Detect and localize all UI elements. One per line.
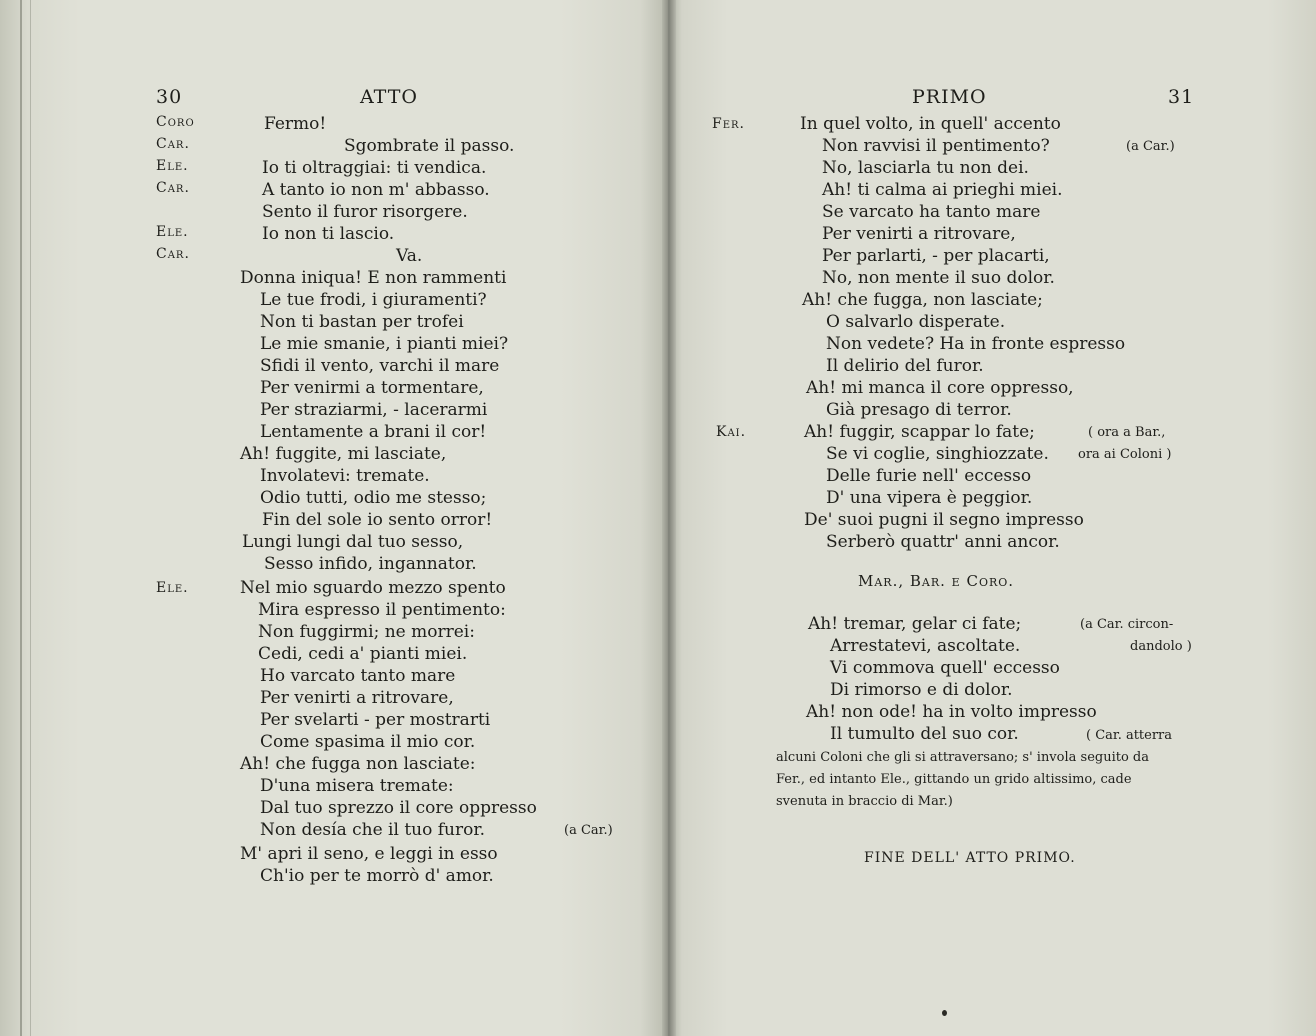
page-edge-inner [30, 0, 31, 1036]
end-of-act: FINE DELL' ATTO PRIMO. [864, 850, 1076, 866]
verse-line: A tanto io non m' abbasso. [262, 180, 490, 200]
verse-line: Io non ti lascio. [262, 224, 395, 244]
verse-line: Per parlarti, - per placarti, [822, 246, 1050, 266]
verse-line: Sfidi il vento, varchi il mare [260, 356, 500, 376]
stage-direction: ( ora a Bar., [1088, 425, 1166, 440]
verse-line: Non fuggirmi; ne morrei: [258, 622, 475, 642]
verse-line: Per venirti a ritrovare, [260, 688, 454, 708]
page-mark [942, 1010, 947, 1016]
chorus-line: Il tumulto del suo cor. [830, 724, 1019, 744]
verse-line: Il delirio del furor. [826, 356, 984, 376]
stage-direction: (a Car.) [564, 823, 613, 838]
verse-line: Mira espresso il pentimento: [258, 600, 506, 620]
verse-line: Ah! fuggite, mi lasciate, [240, 444, 447, 464]
speaker-label: Kai. [716, 424, 747, 440]
verse-line: Per venirti a ritrovare, [822, 224, 1016, 244]
gutter [662, 0, 676, 1036]
stage-direction: dandolo ) [1130, 639, 1192, 654]
verse-line: Ho varcato tanto mare [260, 666, 456, 686]
speaker-label: Car. [156, 180, 190, 196]
verse-line: Le mie smanie, i pianti miei? [260, 334, 509, 354]
verse-line: Ah! mi manca il core oppresso, [806, 378, 1074, 398]
verse-line: Ah! ti calma ai prieghi miei. [822, 180, 1063, 200]
stage-direction: ora ai Coloni ) [1078, 447, 1172, 462]
verse-line: D' una vipera è peggior. [826, 488, 1033, 508]
page-edge [20, 0, 22, 1036]
verse-line: Come spasima il mio cor. [260, 732, 476, 752]
verse-line: Io ti oltraggiai: ti vendica. [262, 158, 487, 178]
verse-line: Per venirmi a tormentare, [260, 378, 484, 398]
verse-line: Le tue frodi, i giuramenti? [260, 290, 487, 310]
verse-line: De' suoi pugni il segno impresso [804, 510, 1084, 530]
verse-line: Sgombrate il passo. [344, 136, 515, 156]
verse-line: O salvarlo disperate. [826, 312, 1006, 332]
verse-line: Donna iniqua! E non rammenti [240, 268, 507, 288]
verse-line: Non vedete? Ha in fronte espresso [826, 334, 1126, 354]
verse-line: Serberò quattr' anni ancor. [826, 532, 1060, 552]
speaker-label: Coro [156, 114, 195, 130]
verse-line: Fin del sole io sento orror! [262, 510, 493, 530]
verse-line: Ah! fuggir, scappar lo fate; [804, 422, 1035, 442]
page-number-right: 31 [1168, 86, 1195, 108]
verse-line: Per svelarti - per mostrarti [260, 710, 491, 730]
verse-line: Se vi coglie, singhiozzate. [826, 444, 1049, 464]
verse-line: Dal tuo sprezzo il core oppresso [260, 798, 537, 818]
speaker-label: Ele. [156, 224, 189, 240]
stage-direction: ( Car. atterra [1086, 728, 1173, 743]
stage-direction: alcuni Coloni che gli si attraversano; s' invola seguito da [776, 750, 1149, 765]
verse-line: Non ravvisi il pentimento? [822, 136, 1050, 156]
verse-line: No, lasciarla tu non dei. [822, 158, 1029, 178]
stage-direction: (a Car. circon- [1080, 617, 1174, 632]
running-head-right: PRIMO [912, 86, 987, 108]
chorus-line: Vi commova quell' eccesso [830, 658, 1060, 678]
verse-line: Delle furie nell' eccesso [826, 466, 1032, 486]
verse-line: Cedi, cedi a' pianti miei. [258, 644, 468, 664]
verse-line: Lentamente a brani il cor! [260, 422, 487, 442]
speaker-label: Fer. [712, 116, 745, 132]
verse-line: Ch'io per te morrò d' amor. [260, 866, 494, 886]
verse-line: Per straziarmi, - lacerarmi [260, 400, 488, 420]
verse-line: Se varcato ha tanto mare [822, 202, 1041, 222]
speaker-label: Car. [156, 136, 190, 152]
right-page [668, 0, 1316, 1036]
running-head-left: ATTO [360, 86, 418, 108]
verse-line: No, non mente il suo dolor. [822, 268, 1055, 288]
verse-line: Già presago di terror. [826, 400, 1012, 420]
verse-line: Involatevi: tremate. [260, 466, 430, 486]
verse-line: M' apri il seno, e leggi in esso [240, 844, 498, 864]
verse-line: Ah! che fugga non lasciate: [240, 754, 476, 774]
verse-line: Non desía che il tuo furor. [260, 820, 486, 840]
verse-line: Lungi lungi dal tuo sesso, [242, 532, 464, 552]
verse-line: Fermo! [264, 114, 327, 134]
verse-line: Odio tutti, odio me stesso; [260, 488, 487, 508]
speaker-label: Ele. [156, 158, 189, 174]
verse-line: Ah! che fugga, non lasciate; [802, 290, 1043, 310]
chorus-line: Arrestatevi, ascoltate. [830, 636, 1021, 656]
verse-line: Va. [396, 246, 423, 266]
verse-line: Nel mio sguardo mezzo spento [240, 578, 506, 598]
verse-line: In quel volto, in quell' accento [800, 114, 1061, 134]
chorus-heading: Mar., Bar. e Coro. [858, 572, 1015, 590]
verse-line: Sento il furor risorgere. [262, 202, 468, 222]
speaker-label: Car. [156, 246, 190, 262]
verse-line: Sesso infido, ingannator. [264, 554, 477, 574]
verse-line: D'una misera tremate: [260, 776, 454, 796]
stage-direction: svenuta in braccio di Mar.) [776, 794, 953, 809]
stage-direction: (a Car.) [1126, 139, 1175, 154]
verse-line: Non ti bastan per trofei [260, 312, 464, 332]
stage-direction: Fer., ed intanto Ele., gittando un grido altissimo, cade [776, 772, 1132, 787]
page-number-left: 30 [156, 86, 183, 108]
chorus-line: Ah! tremar, gelar ci fate; [808, 614, 1022, 634]
speaker-label: Ele. [156, 580, 189, 596]
chorus-line: Di rimorso e di dolor. [830, 680, 1013, 700]
chorus-line: Ah! non ode! ha in volto impresso [806, 702, 1097, 722]
